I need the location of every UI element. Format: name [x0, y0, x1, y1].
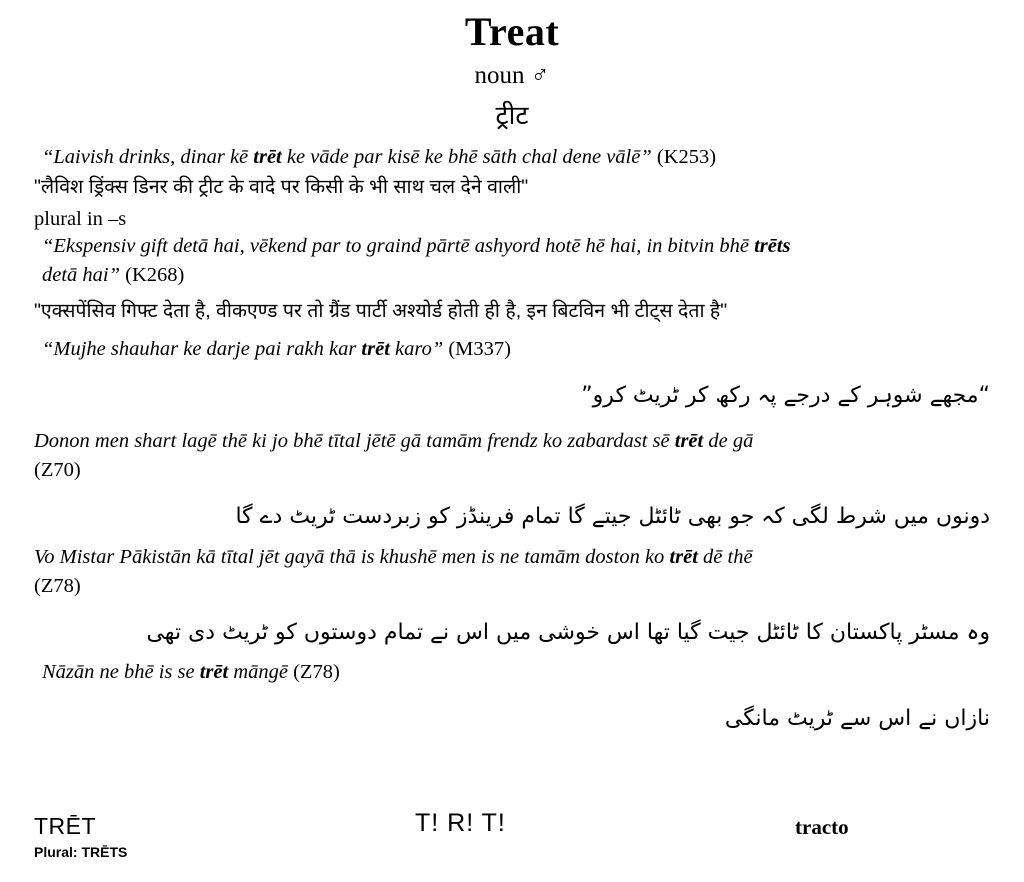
citation-4-roman-a: Donon men shart lagē thē ki jo bhē tītal jētē gā tamām frendz ko zabardast sē — [34, 430, 675, 453]
citation-6-source: (Z78) — [287, 661, 340, 684]
citation-2-source: (K268) — [120, 264, 185, 287]
citation-3-urdu-text: “مجھے شوہر کے درجے پہ رکھ کر ٹریٹ کرو” — [581, 382, 990, 408]
citation-3-urdu — [34, 377, 990, 414]
citation-6-urdu-text: نازاں نے اس سے ٹریٹ مانگی — [724, 706, 990, 732]
plural-note: plural in –s — [34, 208, 127, 231]
citation-5-roman-a: Vo Mistar Pākistān kā tītal jēt gayā thā is khushē men is ne tamām doston ko — [34, 545, 670, 568]
devanagari-headword: ट्रीट — [495, 100, 529, 130]
citation-3-roman-b: karo” — [389, 337, 444, 360]
citation-1-devanagari-text: "लैविश ड्रिंक्स डिनर की ट्रीट के वादे पर किसी के भी साथ चल देने वाली" — [34, 176, 529, 199]
footer-left-block — [34, 813, 127, 860]
citation-6-urdu — [34, 700, 990, 737]
citation-3-roman-a: “Mujhe shauhar ke darje pai rakh kar — [42, 337, 362, 360]
citation-1-roman-b: ke vāde par kisē ke bhē sāth chal dene vālē” — [281, 146, 652, 168]
footer-center-mark: T! R! T! — [415, 809, 506, 837]
citation-5-headword-form: trēt — [669, 545, 698, 568]
citation-5-source-line — [34, 573, 990, 600]
citation-4-urdu — [34, 498, 990, 535]
citation-3-source: (M337) — [443, 337, 511, 360]
entry-body — [0, 144, 1024, 738]
citation-1-roman-a: “Laivish drinks, dinar kē — [42, 146, 254, 168]
citation-5-roman-b: dē thē — [697, 545, 753, 568]
citation-3-roman — [34, 336, 990, 363]
page-title: Treat — [464, 9, 560, 54]
citation-2-roman-a: “Ekspensiv gift detā hai, vēkend par to graind pārtē ashyord hotē hē hai, in bitvin bhē — [42, 235, 755, 258]
citation-4-headword-form: trēt — [674, 430, 704, 453]
part-of-speech: noun — [474, 62, 525, 89]
citation-1-headword-form: trēt — [253, 146, 282, 168]
dictionary-entry-page — [0, 9, 1024, 882]
citation-6-roman-a: Nāzān ne bhē is se — [42, 661, 200, 684]
citation-2-devanagari-text: "एक्सपेंसिव गिफ्ट देता है, वीकएण्ड पर तो ग्रैंड पार्टी अश्योर्ड होती ही है, इन बिटविन भी टीट्स देता है" — [34, 300, 728, 323]
gender-symbol-icon: ♂ — [530, 62, 550, 89]
citation-4-urdu-text: دونوں میں شرط لگی کہ جو بھی ٹائٹل جیتے گا تمام فرینڈز کو زبردست ٹریٹ دے گا — [235, 504, 990, 530]
citation-5-urdu — [34, 614, 990, 651]
citation-1-source: (K253) — [651, 146, 717, 168]
citation-1-devanagari — [34, 173, 990, 201]
citation-6-roman-b: māngē — [228, 661, 288, 684]
citation-6-roman — [34, 659, 990, 686]
page-footer — [0, 808, 1024, 868]
citation-4-source-line — [34, 457, 990, 484]
citation-5-urdu-text: وہ مسٹر پاکستان کا ٹائٹل جیت گیا تھا اس خوشی میں اس نے تمام دوستوں کو ٹریٹ دی تھی — [146, 619, 990, 645]
citation-6-headword-form: trēt — [199, 661, 229, 684]
citation-2-roman — [34, 233, 990, 260]
citation-3-headword-form: trēt — [361, 337, 390, 360]
citation-1-roman — [34, 144, 990, 171]
citation-4-roman-b: de gā — [703, 430, 754, 453]
citation-4-source: (Z70) — [34, 459, 81, 482]
citation-2-headword-form: trēts — [754, 235, 791, 258]
citation-5-source: (Z78) — [34, 574, 81, 597]
citation-2-roman-b: detā hai” — [42, 264, 121, 287]
footer-roman-headword: TRĒT — [34, 813, 97, 839]
citation-4-roman — [34, 428, 990, 455]
part-of-speech-line — [0, 62, 1024, 90]
citation-2-devanagari — [34, 297, 990, 325]
citation-5-roman — [34, 544, 990, 571]
citation-2-roman-cont — [34, 262, 990, 289]
footer-right-mark: tracto — [795, 815, 849, 839]
footer-plural-label: Plural: TRĒTS — [34, 844, 128, 860]
